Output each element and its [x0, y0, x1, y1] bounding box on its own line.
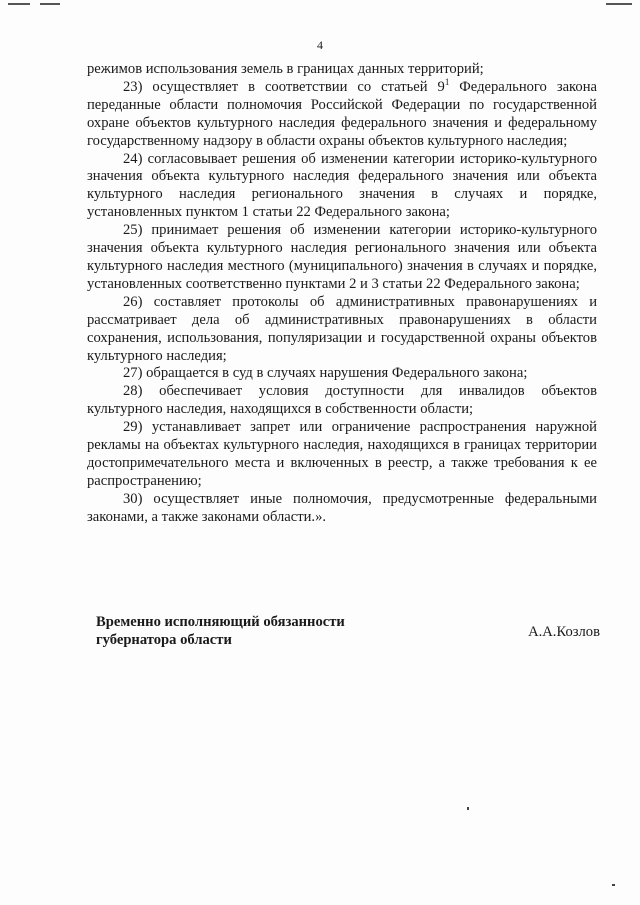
article-superscript: 1 [444, 77, 450, 88]
signatory-position-line: Временно исполняющий обязанности [96, 614, 345, 630]
paragraph-item-28: 28) обеспечивает условия доступности для инвалидов объектов культурного наследия, находящихся в собственности области; [87, 383, 597, 418]
signatory-position [96, 613, 356, 649]
page-number: 4 [317, 38, 323, 52]
scan-speck [612, 884, 615, 886]
paragraph-item-25: 25) принимает решения об изменении категории историко-культурного значения объекта культурного наследия регионального значения или объекта культурного наследия местного (муниципального) значения в случаях и порядке, установленных соответственно пунктами 2 и 3 статьи 22 Федерального закона; [87, 222, 597, 292]
paragraph-text: 23) осуществляет в соответствии со статьей 9 [123, 78, 445, 95]
document-body [87, 61, 597, 527]
paragraph-item-23 [87, 79, 597, 151]
scan-edge-mark [8, 3, 30, 5]
paragraph-item-26: 26) составляет протоколы об административных правонарушениях и рассматривает дела об административных правонарушениях в области сохранения, использования, популяризации и государственной охраны объектов культурного наследия; [87, 293, 597, 364]
scan-edge-mark [606, 3, 632, 5]
paragraph-continuation: режимов использования земель в границах данных территорий; [87, 61, 484, 77]
scan-speck [467, 807, 469, 810]
signature-block [96, 613, 600, 649]
signatory-position-line: губернатора области [96, 632, 232, 648]
paragraph-item-30: 30) осуществляет иные полномочия, предусмотренные федеральными законами, а также законами области.». [87, 490, 597, 525]
signatory-name: А.А.Козлов [528, 624, 600, 640]
paragraph-item-27: 27) обращается в суд в случаях нарушения Федерального закона; [123, 365, 528, 382]
paragraph-item-29: 29) устанавливает запрет или ограничение распространения наружной рекламы на объектах культурного наследия, находящихся в границах территории достопримечательного места и включенных в реестр, а также требования к ее распространению; [87, 419, 597, 489]
paragraph-item-24: 24) согласовывает решения об изменении категории историко-культурного значения объекта культурного наследия федерального значения или объекта культурного наследия регионального значения в случаях и порядке, установленных пунктом 1 статьи 22 Федерального закона; [87, 150, 597, 221]
paragraph-text: Федерального закона переданные области полномочия Российской Федерации по государственной охране объектов культурного наследия федерального значения и федеральному государственному надзору в области охраны объектов культурного наследия; [87, 78, 597, 149]
scan-edge-mark [40, 3, 60, 5]
